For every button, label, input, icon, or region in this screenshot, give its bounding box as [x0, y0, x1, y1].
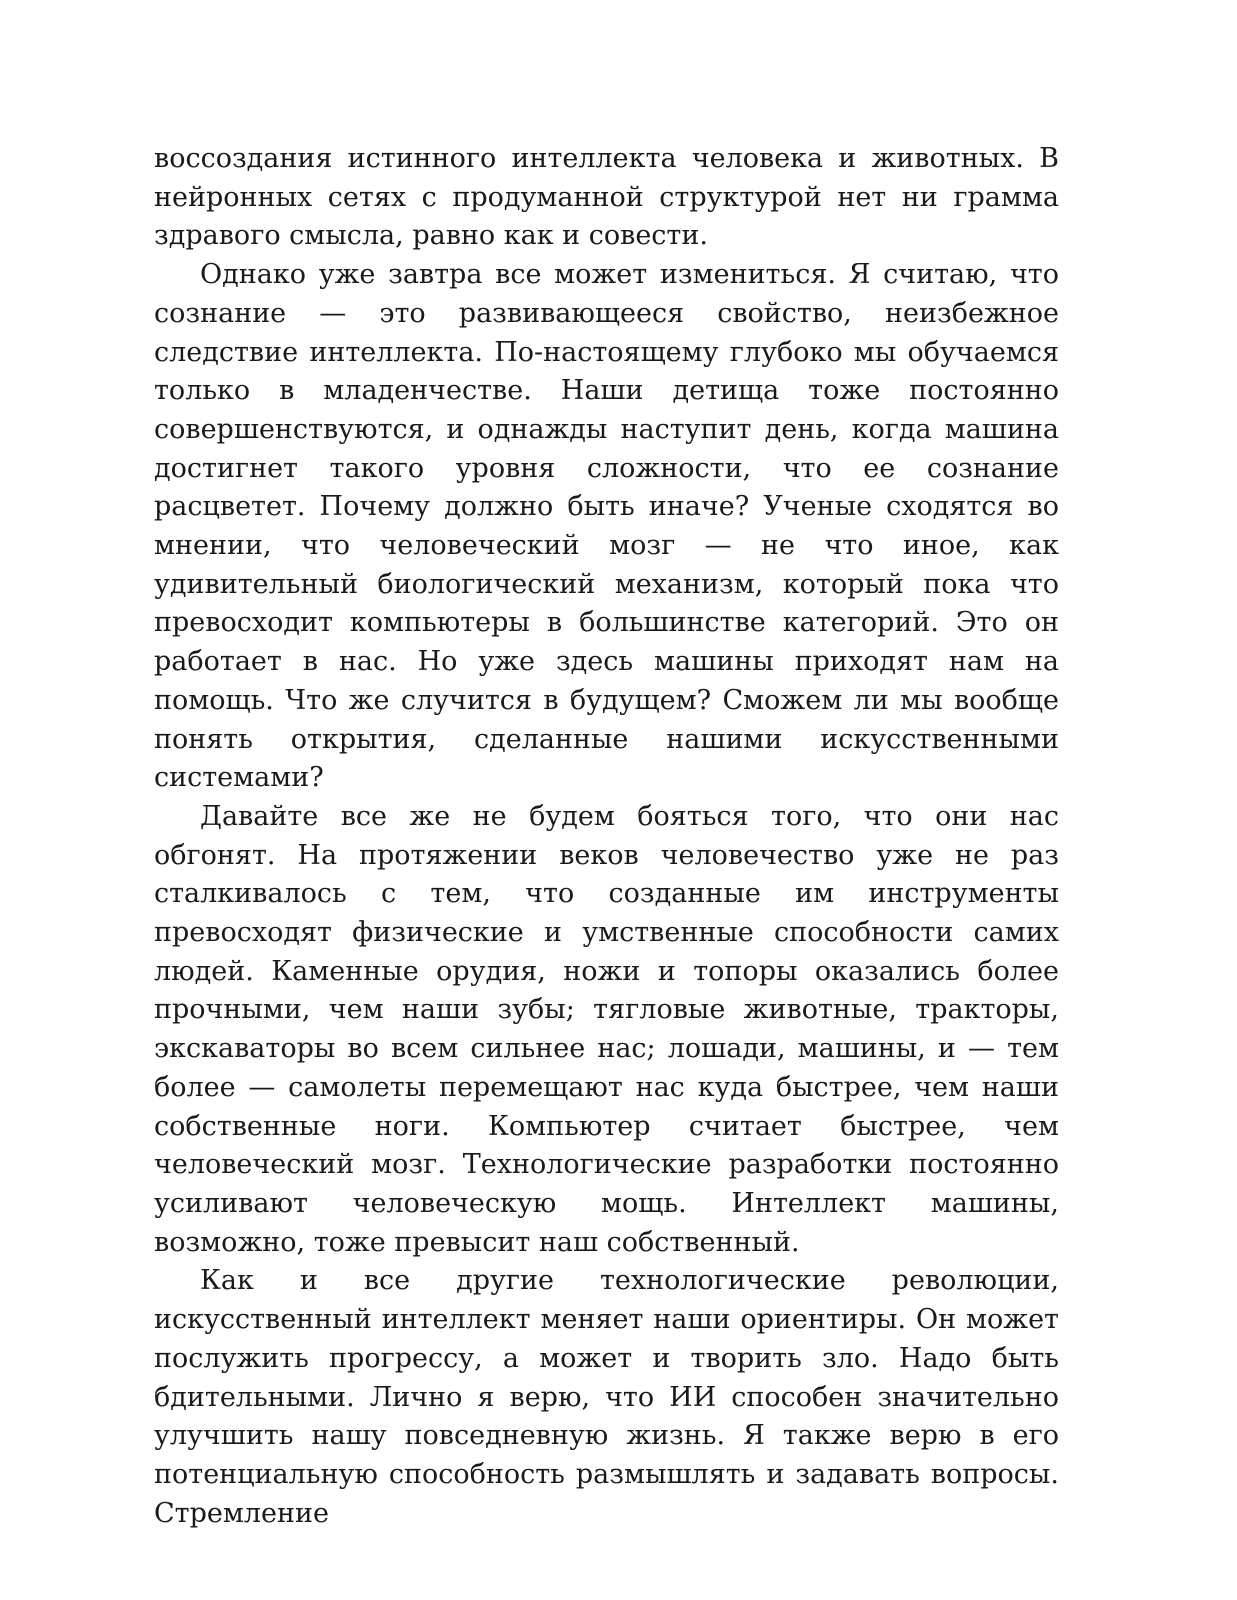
paragraph-2: Однако уже завтра все может измениться. Я считаю, что сознание — это развивающееся свойство, неизбежное следствие интеллекта. По-настоящему глубоко мы обучаемся только в младенчестве. Наши детища тоже постоянно совершенствуются, и однажды наступит день, когда машина достигнет такого уровня сложности, что ее сознание расцветет. Почему должно быть иначе? Ученые сходятся во мнении, что человеческий мозг — не что иное, как удивительный биологический механизм, который пока что превосходит компьютеры в большинстве категорий. Это он работает в нас. Но уже здесь машины приходят нам на помощь. Что же случится в будущем? Сможем ли мы вообще понять открытия, сделанные нашими искусственными системами?: [154, 259, 1059, 794]
page-body-text: [154, 140, 1059, 1533]
paragraph-1: воссоздания истинного интеллекта человека и животных. В нейронных сетях с продуманной структурой нет ни грамма здравого смысла, равно как и совести.: [154, 143, 1059, 252]
paragraph-3: Давайте все же не будем бояться того, что они нас обгонят. На протяжении веков человечество уже не раз сталкивалось с тем, что созданные им инструменты превосходят физические и умственные способности самих людей. Каменные орудия, ножи и топоры оказались более прочными, чем наши зубы; тягловые животные, тракторы, экскаваторы во всем сильнее нас; лошади, машины, и — тем более — самолеты перемещают нас куда быстрее, чем наши собственные ноги. Компьютер считает быстрее, чем человеческий мозг. Технологические разработки постоянно усиливают человеческую мощь. Интеллект машины, возможно, тоже превысит наш собственный.: [154, 800, 1059, 1258]
paragraph-4: Как и все другие технологические революции, искусственный интеллект меняет наши ориентиры. Он может послужить прогрессу, а может и творить зло. Надо быть бдительными. Лично я верю, что ИИ способен значительно улучшить нашу повседневную жизнь. Я также верю в его потенциальную способность размышлять и задавать вопросы. Стремление: [154, 1265, 1059, 1529]
